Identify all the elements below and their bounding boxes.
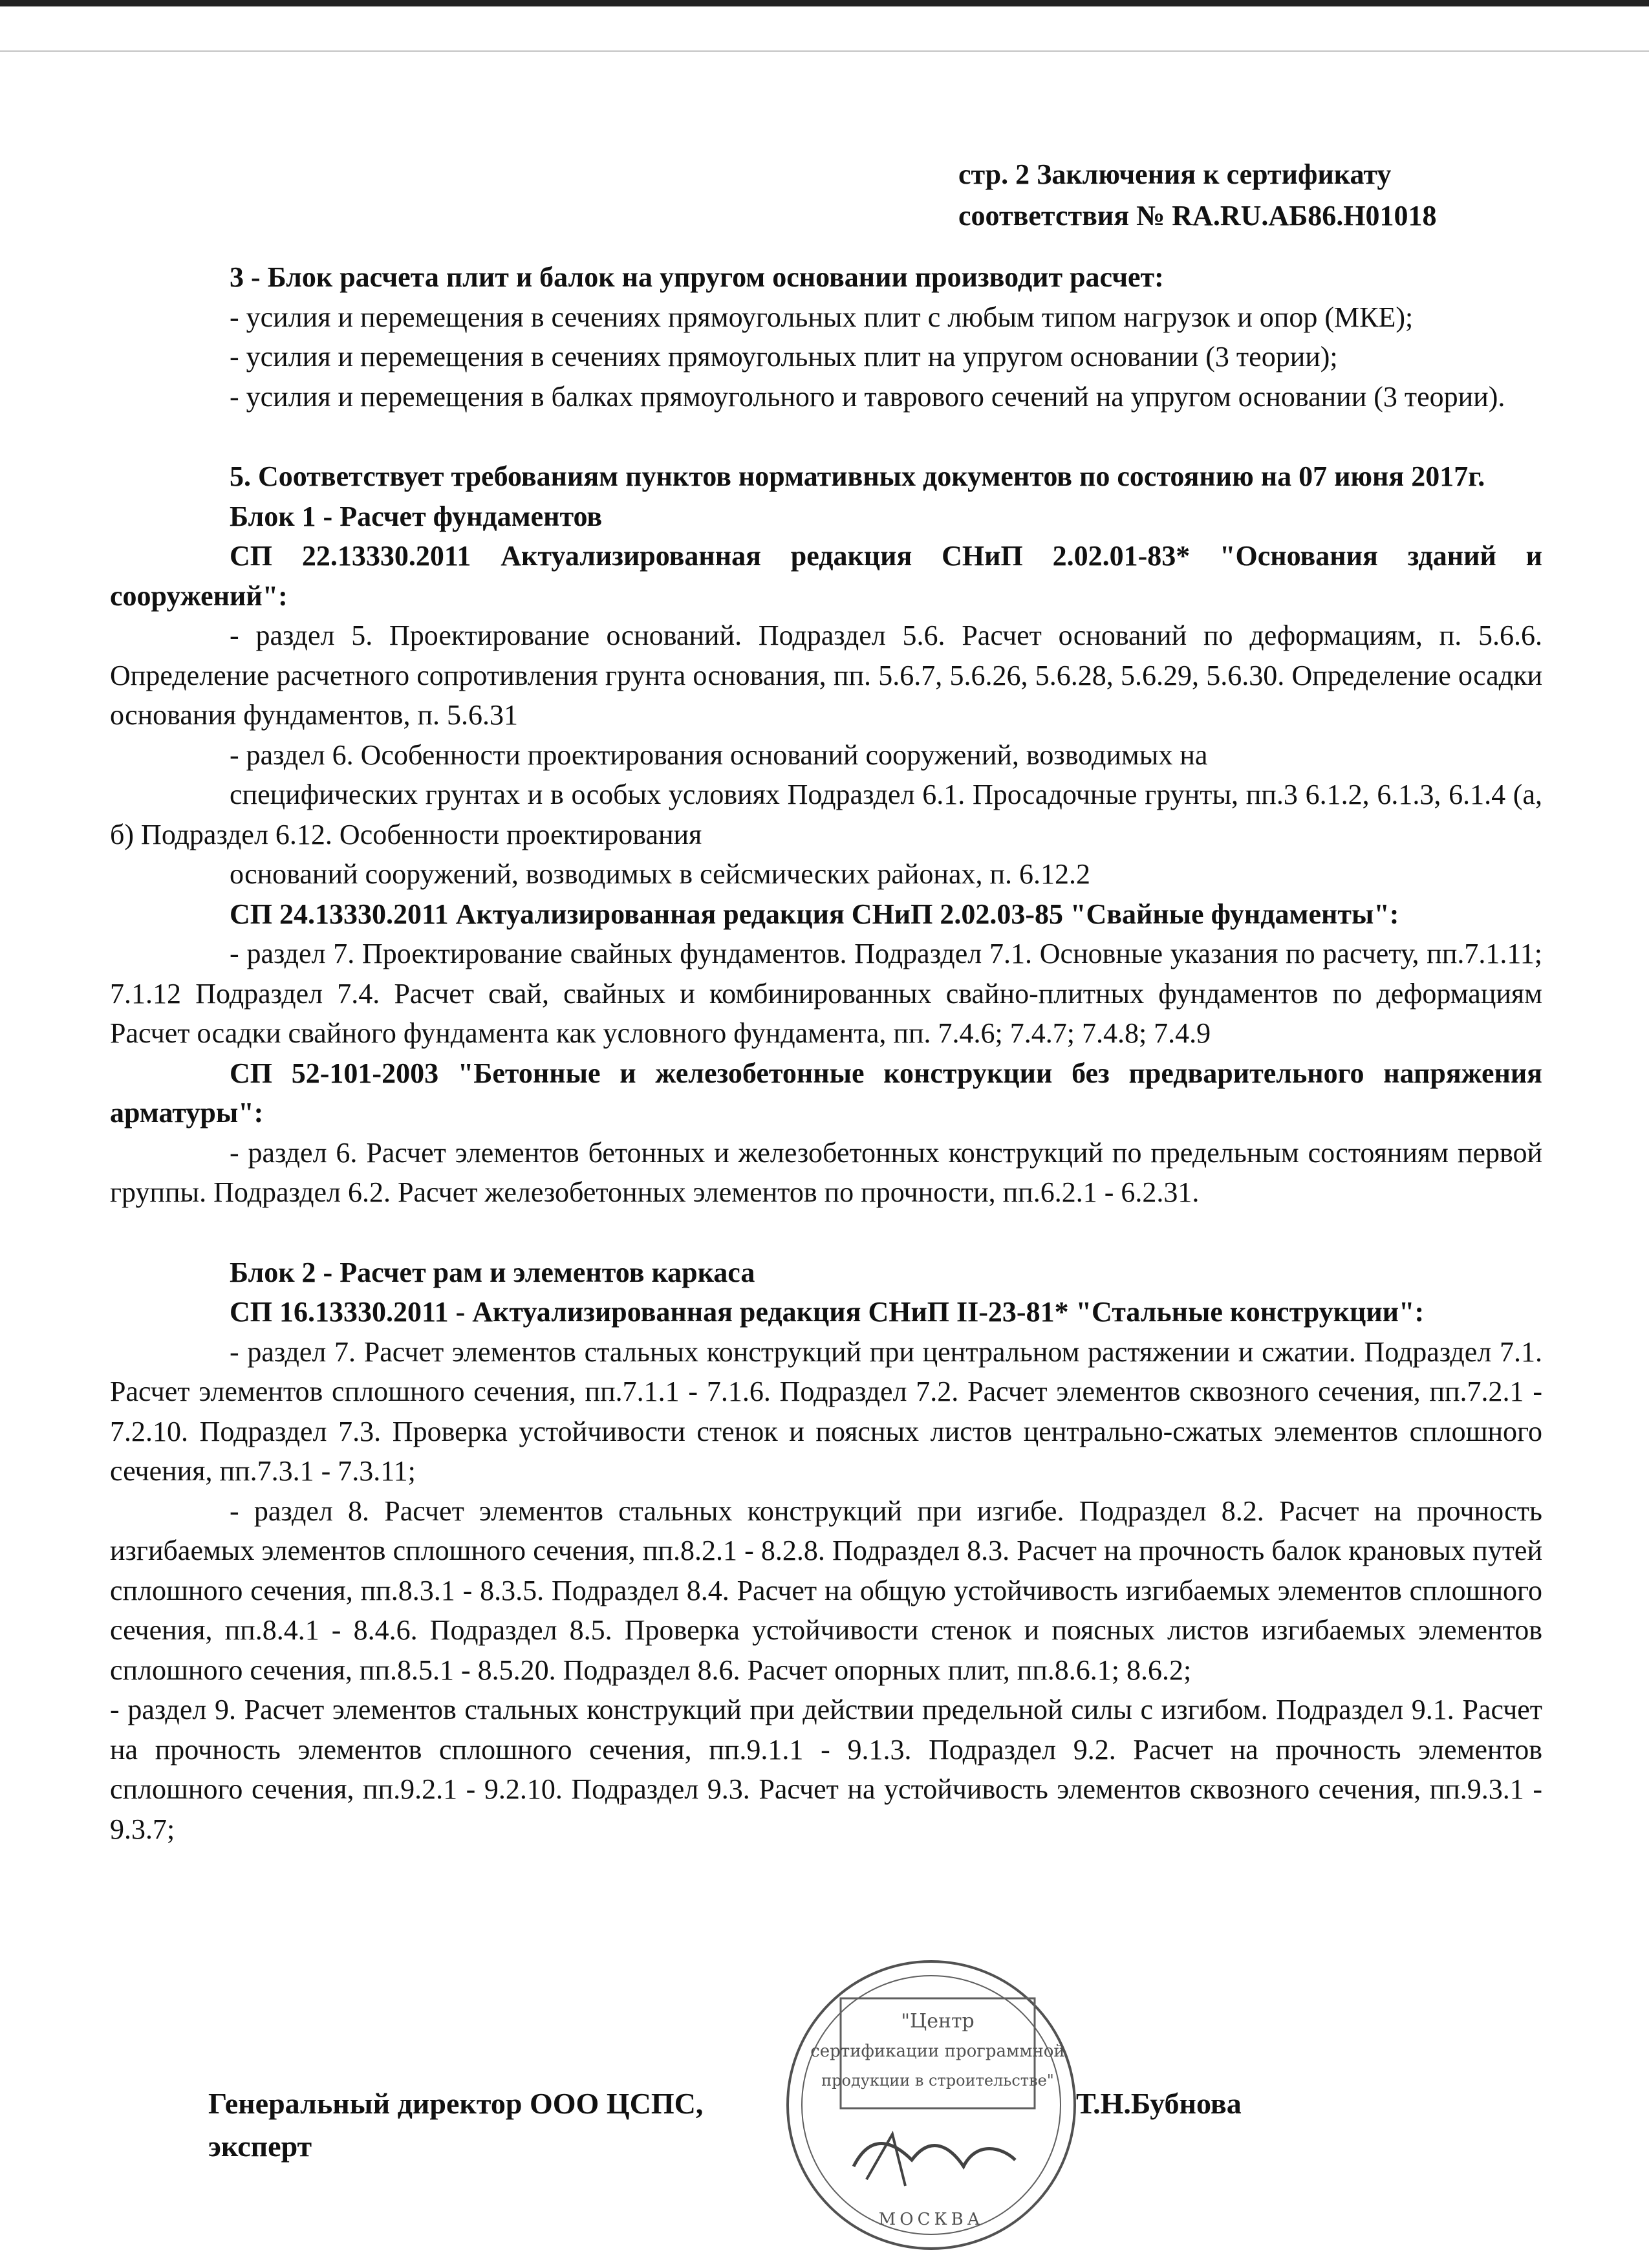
sp52-title: СП 52-101-2003 "Бетонные и железобетонные конструкции без предварительного напряжения арматуры":	[110, 1057, 1542, 1129]
signer-position-2: эксперт	[208, 2130, 312, 2163]
block2-title: Блок 2 - Расчет рам и элементов каркаса	[230, 1256, 755, 1288]
sp22-item-2a: - раздел 6. Особенности проектирования оснований сооружений, возводимых на	[230, 739, 1208, 771]
stamp-line-1: "Центр	[901, 2010, 975, 2033]
spacer	[110, 1213, 1542, 1253]
stamp-city: МОСКВА	[878, 2210, 984, 2229]
sp22-item-1: - раздел 5. Проектирование оснований. Подраздел 5.6. Расчет оснований по деформациям, п. 5.6.6. Определение расчетного сопротивления грунта основания, пп. 5.6.7, 5.6.26, 5.6.28, 5.6.29, 5.6.30. Определение осадки основания фундаментов, п. 5.6.31	[110, 620, 1542, 731]
sp16-title: СП 16.13330.2011 - Актуализированная редакция СНиП II-23-81* "Стальные конструкции":	[230, 1296, 1425, 1328]
stamp-line-3: продукции в строительстве"	[821, 2071, 1054, 2090]
block3-item-2: - усилия и перемещения в сечениях прямоугольных плит на упругом основании (3 теории);	[230, 341, 1338, 373]
scan-edge	[0, 0, 1649, 6]
block1-title: Блок 1 - Расчет фундаментов	[230, 500, 603, 532]
official-stamp	[782, 1953, 1080, 2257]
handwritten-signature	[854, 2144, 1015, 2166]
sp24-title: СП 24.13330.2011 Актуализированная редакция СНиП 2.02.03-85 "Свайные фундаменты":	[230, 898, 1399, 930]
block3-item-3: - усилия и перемещения в балках прямоугольного и таврового сечений на упругом основании (3 теории).	[230, 380, 1505, 413]
spacer	[110, 416, 1542, 457]
sp22-item-2b: специфических грунтах и в особых условиях Подраздел 6.1. Просадочные грунты, пп.3 6.1.2, 6.1.3, 6.1.4 (а, б) Подраздел 6.12. Особенности проектирования	[110, 779, 1542, 850]
page-header	[958, 154, 1605, 237]
sp24-item-1: - раздел 7. Проектирование свайных фундаментов. Подраздел 7.1. Основные указания по расчету, пп.7.1.11; 7.1.12 Подраздел 7.4. Расчет свай, свайных и комбинированных свайно-плитных фундаментов по деформациям Расчет осадки свайного фундамента как условного фундамента, пп. 7.4.6; 7.4.7; 7.4.8; 7.4.9	[110, 938, 1542, 1049]
sp52-item-1: - раздел 6. Расчет элементов бетонных и железобетонных конструкций по предельным состояниям первой группы. Подраздел 6.2. Расчет железобетонных элементов по прочности, пп.6.2.1 - 6.2.31.	[110, 1136, 1542, 1208]
document-body	[110, 257, 1542, 1849]
stamp-line-2: сертификации программной	[810, 2042, 1065, 2061]
header-line-2: соответствия № RA.RU.АБ86.Н01018	[958, 200, 1437, 232]
signer-name: Т.Н.Бубнова	[1076, 2087, 1242, 2120]
header-line-1: стр. 2 Заключения к сертификату	[958, 158, 1392, 190]
block3-item-1: - усилия и перемещения в сечениях прямоугольных плит с любым типом нагрузок и опор (МКЕ);	[230, 301, 1414, 333]
scan-edge-line	[0, 50, 1649, 52]
sp16-item-1: - раздел 7. Расчет элементов стальных конструкций при центральном растяжении и сжатии. Подраздел 7.1. Расчет элементов сплошного сечения, пп.7.1.1 - 7.1.6. Подраздел 7.2. Расчет элементов сквозного сечения, пп.7.2.1 - 7.2.10. Подраздел 7.3. Проверка устойчивости стенок и поясных листов центрально-сжатых элементов сплошного сечения, пп.7.3.1 - 7.3.11;	[110, 1335, 1542, 1487]
signature-block	[208, 2082, 703, 2168]
sp22-title: СП 22.13330.2011 Актуализированная редакция СНиП 2.02.01-83* "Основания зданий и сооружений":	[110, 540, 1542, 612]
section5-title: 5. Соответствует требованиям пунктов нормативных документов по состоянию на 07 июня 2017г.	[230, 460, 1485, 492]
block3-title: 3 - Блок расчета плит и балок на упругом основании производит расчет:	[230, 261, 1164, 293]
signer-position-1: Генеральный директор ООО ЦСПС,	[208, 2087, 704, 2120]
sp16-item-2: - раздел 8. Расчет элементов стальных конструкций при изгибе. Подраздел 8.2. Расчет на прочность изгибаемых элементов сплошного сечения, пп.8.2.1 - 8.2.8. Подраздел 8.3. Расчет на прочность балок крановых путей сплошного сечения, пп.8.3.1 - 8.3.5. Подраздел 8.4. Расчет на общую устойчивость изгибаемых элементов сплошного сечения, пп.8.4.1 - 8.4.6. Подраздел 8.5. Проверка устойчивости стенок и поясных листов изгибаемых элементов сплошного сечения, пп.8.5.1 - 8.5.20. Подраздел 8.6. Расчет опорных плит, пп.8.6.1; 8.6.2;	[110, 1495, 1542, 1686]
sp22-item-2c: оснований сооружений, возводимых в сейсмических районах, п. 6.12.2	[230, 858, 1091, 890]
sp16-item-3: - раздел 9. Расчет элементов стальных конструкций при действии предельной силы с изгибом. Подраздел 9.1. Расчет на прочность элементов сплошного сечения, пп.9.1.1 - 9.1.3. Подраздел 9.2. Расчет на прочность элементов сплошного сечения, пп.9.2.1 - 9.2.10. Подраздел 9.3. Расчет на устойчивость элементов сквозного сечения, пп.9.3.1 - 9.3.7;	[110, 1694, 1542, 1845]
